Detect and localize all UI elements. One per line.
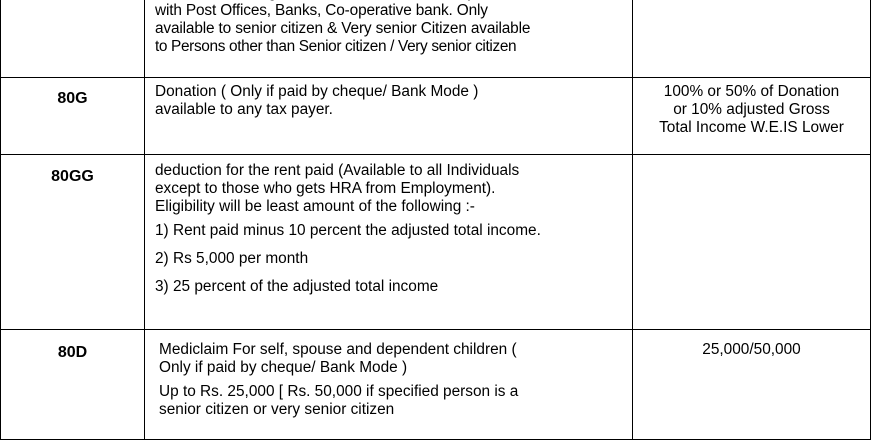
description-line: Donation ( Only if paid by cheque/ Bank Mode ) bbox=[155, 83, 479, 100]
limit-cell bbox=[633, 0, 871, 78]
description-line: deduction for the rent paid (Available to all Individuals bbox=[155, 162, 520, 179]
description-line: Only if paid by cheque/ Bank Mode ) bbox=[159, 359, 408, 376]
description-line: to Persons other than Senior citizen / Very senior citizen bbox=[155, 38, 517, 55]
description-line: 3) 25 percent of the adjusted total income bbox=[155, 278, 439, 295]
description-line: except to those who gets HRA from Employment). bbox=[155, 180, 496, 197]
description-cell bbox=[145, 0, 633, 78]
limit-line: 25,000/50,000 bbox=[702, 341, 801, 358]
limit-cell bbox=[633, 78, 871, 155]
table-row bbox=[1, 155, 871, 330]
section-cell bbox=[1, 0, 145, 78]
spacer bbox=[155, 240, 632, 250]
section-code: 80D bbox=[57, 344, 88, 361]
description-line: Up to Rs. 25,000 [ Rs. 50,000 if specified person is a bbox=[159, 383, 519, 400]
description-line: available to senior citizen & Very senior Citizen available bbox=[155, 20, 531, 37]
description-cell bbox=[145, 155, 633, 330]
limit-cell bbox=[633, 155, 871, 330]
table-row bbox=[1, 78, 871, 155]
table-row bbox=[1, 330, 871, 440]
description-line: Eligibility will be least amount of the following :- bbox=[155, 198, 475, 215]
limit-line: 100% or 50% of Donation bbox=[663, 83, 840, 100]
description-line: senior citizen or very senior citizen bbox=[159, 401, 395, 418]
spacer bbox=[155, 268, 632, 278]
description-line: with Post Offices, Banks, Co-operative bank. Only bbox=[155, 2, 488, 19]
description-line: 2) Rs 5,000 per month bbox=[155, 250, 309, 267]
limit-line: or 10% adjusted Gross bbox=[673, 101, 830, 118]
limit-line: Total Income W.E.IS Lower bbox=[659, 119, 844, 136]
limit-cell bbox=[633, 330, 871, 440]
description-line: 1) Rent paid minus 10 percent the adjusted total income. bbox=[155, 222, 541, 239]
section-cell bbox=[1, 155, 145, 330]
table-row bbox=[1, 0, 871, 78]
description-line: Mediclaim For self, spouse and dependent children ( bbox=[159, 341, 517, 358]
description-line: available to any tax payer. bbox=[155, 101, 333, 118]
section-code: 80GG bbox=[51, 168, 94, 185]
section-code: 80G bbox=[57, 90, 88, 107]
description-cell bbox=[145, 330, 633, 440]
section-cell bbox=[1, 78, 145, 155]
description-cell bbox=[145, 78, 633, 155]
section-cell bbox=[1, 330, 145, 440]
